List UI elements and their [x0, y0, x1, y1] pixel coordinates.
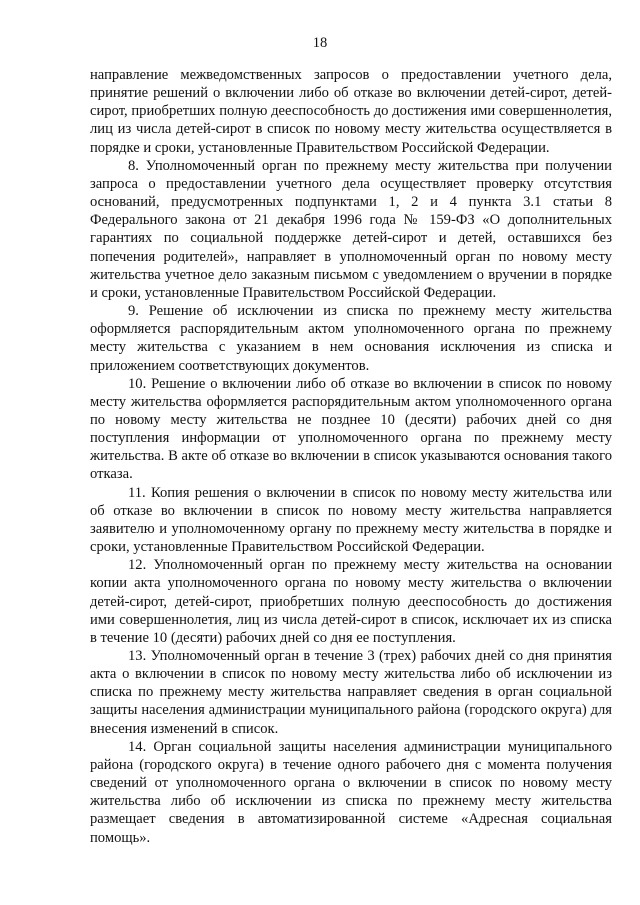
paragraph-12: 12. Уполномоченный орган по прежнему месту жительства на основании копии акта уполномоченного органа по новому месту жительства о включении детей-сирот, детей-сирот, приобретших полную дееспособность до достижения ими совершеннолетия, лиц из числа детей-сирот в список, исключает их из списка в течение 10 (десяти) рабочих дней со дня ее поступления. — [90, 557, 612, 646]
document-body — [90, 66, 612, 847]
paragraph-14: 14. Орган социальной защиты населения администрации муниципального района (городского округа) в течение одного рабочего дня с момента получения сведений от уполномоченного органа о включении в список по новому месту жительства либо об исключении из списка по прежнему месту жительства размещает сведения в автоматизированной системе «Адресная социальная помощь». — [90, 738, 612, 846]
paragraph-8: 8. Уполномоченный орган по прежнему месту жительства при получении запроса о предоставлении учетного дела осуществляет проверку отсутствия оснований, предусмотренных подпунктами 1, 2 и 4 пункта 3.1 статьи 8 Федерального закона от 21 декабря 1996 года № 159-ФЗ «О дополнительных гарантиях по социальной поддержке детей-сирот и детей, оставшихся без попечения родителей», направляет в уполномоченный орган по новому месту жительства учетное дело заказным письмом с уведомлением о вручении в порядке и сроки, установленные Правительством Российской Федерации. — [90, 157, 612, 301]
paragraph-10: 10. Решение о включении либо об отказе во включении в список по новому месту жительства оформляется распорядительным актом уполномоченного органа по новому месту жительства не позднее 10 (десяти) рабочих дней со дня поступления информации от уполномоченного органа по прежнему месту жительства. В акте об отказе во включении в список указываются основания такого отказа. — [90, 375, 612, 483]
paragraph-9: 9. Решение об исключении из списка по прежнему месту жительства оформляется распорядительным актом уполномоченного органа по прежнему месту жительства с указанием в нем основания исключения из списка и приложением соответствующих документов. — [90, 303, 612, 374]
paragraph-11: 11. Копия решения о включении в список по новому месту жительства или об отказе во включении в список по новому месту жительства направляется заявителю и уполномоченному органу по прежнему месту жительства в порядке и сроки, установленные Правительством Российской Федерации. — [90, 484, 612, 556]
paragraph-continuation: направление межведомственных запросов о предоставлении учетного дела, принятие решений о включении либо об отказе во включении детей-сирот, детей-сирот, приобретших полную дееспособность до достижения ими совершеннолетия, лиц из числа детей-сирот в список по новому месту жительства осуществляется в порядке и сроки, установленные Правительством Российской Федерации. — [90, 67, 612, 156]
paragraph-13: 13. Уполномоченный орган в течение 3 (трех) рабочих дней со дня принятия акта о включении в список по новому месту жительства либо об исключении из списка по прежнему месту жительства направляет сведения в орган социальной защиты населения администрации муниципального района (городского округа) для внесения изменений в список. — [90, 648, 612, 737]
page-number: 18 — [312, 35, 328, 51]
